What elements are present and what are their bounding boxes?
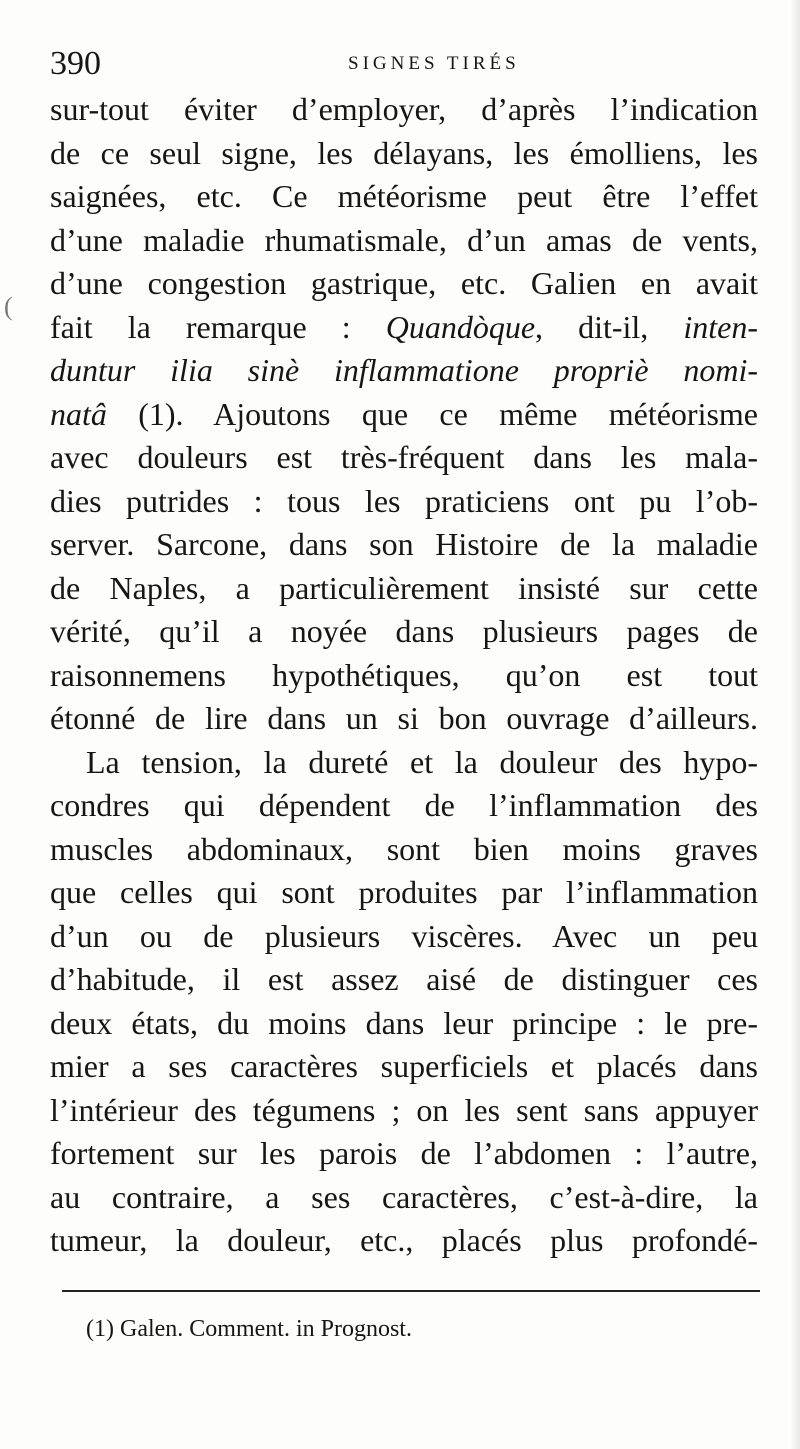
italic-quote: natâ	[50, 395, 107, 432]
paragraph-start-line: La tension, la dureté et la douleur des hypo-	[86, 743, 758, 780]
italic-quote: inten-	[683, 308, 759, 345]
running-title: SIGNES TIRÉS	[348, 53, 520, 74]
text-line: d’un ou de plusieurs viscères. Avec un peu	[50, 917, 758, 954]
text-line: dies putrides : tous les praticiens ont pu l’ob-	[50, 482, 758, 519]
text-line: raisonnemens hypothétiques, qu’on est tout	[50, 656, 758, 693]
page-number: 390	[50, 45, 101, 82]
text-line: d’une congestion gastrique, etc. Galien en avait	[50, 265, 758, 301]
text-line: condres qui dépendent de l’inflammation des	[50, 787, 758, 823]
page-spine-shadow	[790, 0, 800, 1449]
text-line: server. Sarcone, dans son Histoire de la maladie	[50, 526, 758, 562]
text-line: mier a ses caractères superficiels et placés dans	[50, 1048, 758, 1084]
text-line: saignées, etc. Ce météorisme peut être l’effet	[50, 178, 758, 214]
margin-mark: (	[4, 292, 13, 321]
italic-quote: duntur ilia sinè inflammatione propriè nomi-	[50, 352, 758, 388]
text-line: vérité, qu’il a noyée dans plusieurs pages de	[50, 613, 758, 649]
italic-quote: Quandòque	[385, 308, 536, 345]
footnote-rule	[62, 1290, 760, 1292]
text-segment: fait la remarque :	[50, 308, 386, 345]
text-segment: , dit-il,	[535, 308, 684, 345]
text-line: d’une maladie rhumatismale, d’un amas de vents,	[50, 221, 758, 258]
text-line: sur-tout éviter d’employer, d’après l’indication	[50, 91, 758, 127]
text-segment: (1). Ajoutons que ce même météorisme	[106, 395, 758, 432]
body-text	[50, 88, 758, 1263]
page-header	[50, 44, 750, 84]
text-line: de Naples, a particulièrement insisté sur cette	[50, 569, 758, 606]
text-line-mixed	[50, 306, 758, 350]
text-line: avec douleurs est très-fréquent dans les mala-	[50, 439, 758, 475]
text-line: muscles abdominaux, sont bien moins graves	[50, 830, 758, 867]
text-line: d’habitude, il est assez aisé de distinguer ces	[50, 961, 758, 997]
footnote: (1) Galen. Comment. in Prognost.	[86, 1316, 412, 1342]
text-line: de ce seul signe, les délayans, les émolliens, les	[50, 134, 758, 171]
text-line-mixed	[50, 393, 758, 437]
text-line-italic	[50, 349, 758, 393]
text-line: tumeur, la douleur, etc., placés plus profondé-	[50, 1222, 758, 1258]
text-line: que celles qui sont produites par l’inflammation	[50, 874, 758, 910]
text-line: fortement sur les parois de l’abdomen : l’autre,	[50, 1135, 758, 1171]
text-line: étonné de lire dans un si bon ouvrage d’ailleurs.	[50, 700, 758, 736]
text-line: l’intérieur des tégumens ; on les sent sans appuyer	[50, 1091, 758, 1128]
text-line: au contraire, a ses caractères, c’est-à-dire, la	[50, 1178, 758, 1215]
text-line: deux états, du moins dans leur principe : le pre-	[50, 1004, 758, 1041]
